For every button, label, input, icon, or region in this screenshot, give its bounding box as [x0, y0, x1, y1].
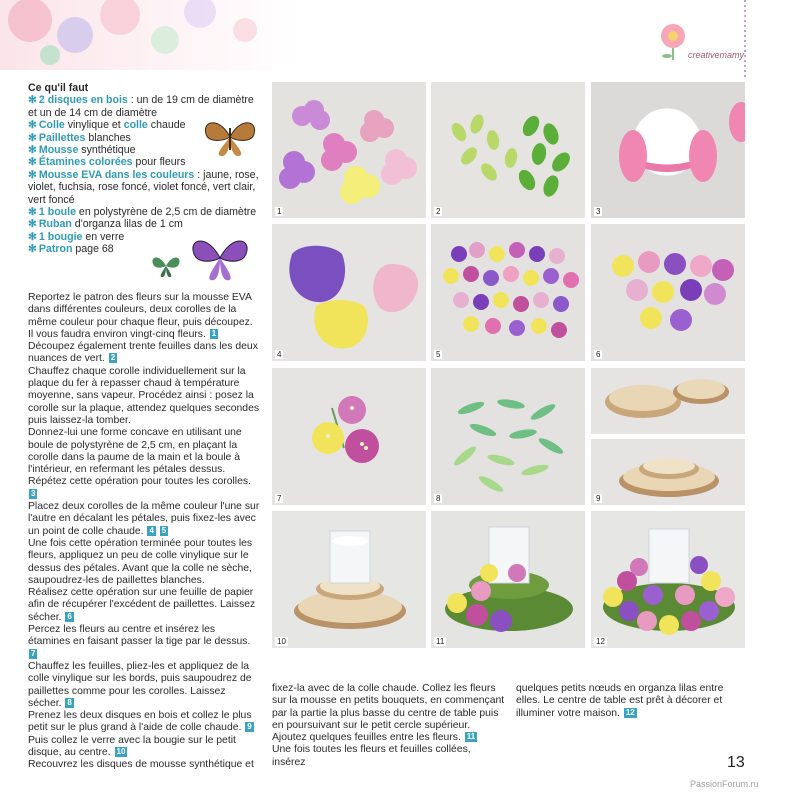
- instruction-paragraph: [28, 759, 260, 771]
- material-name: 2 disques en bois: [38, 94, 128, 107]
- purple-butterfly-icon: [188, 230, 253, 285]
- instructions-column-2: [272, 683, 505, 769]
- instruction-paragraph: [28, 661, 260, 710]
- material-item: [28, 218, 263, 230]
- material-item: [28, 206, 263, 218]
- photo-1: 1: [272, 82, 426, 218]
- photo-3: 3: [591, 82, 745, 218]
- instruction-text: Chauffez les feuilles, pliez-les et appliquez de la colle vinylique sur les bords, puis saupoudrez de paillettes comme pour les corolles. Laissez sécher.: [28, 660, 252, 709]
- step-photo-badge: 6: [67, 611, 72, 621]
- moss-with-flowers-image: [431, 511, 585, 648]
- instruction-text: Placez deux corolles de la même couleur l'une sur l'autre en décalant les pétales, puis fixez-les avec un point de colle chaude.: [28, 501, 260, 537]
- material-detail: chaude: [147, 119, 186, 132]
- material-name: Mousse EVA dans les couleurs: [38, 168, 195, 181]
- bullet-star-icon: ✻: [28, 206, 37, 219]
- instructions-column-3: [516, 683, 746, 720]
- photo-11: 11: [431, 511, 585, 648]
- material-detail: en polystyrène de 2,5 cm de diamètre: [75, 206, 257, 219]
- photo-7: 7: [272, 368, 426, 505]
- photo-5: 5: [431, 224, 585, 361]
- instruction-text: Percez les fleurs au centre et insérez les étamines en faisant passer la tige par le dessus.: [28, 624, 251, 648]
- bullet-star-icon: ✻: [28, 230, 37, 243]
- instruction-paragraph: [28, 341, 260, 366]
- instruction-text: Découpez également trente feuilles dans les deux nuances de vert.: [28, 341, 258, 365]
- instruction-text: Reportez le patron des fleurs sur la mousse EVA dans différentes couleurs, deux corolles de la même couleur pour chaque fleur, puis découpez. Il vous faudra environ vingt-cinq fleurs.: [28, 292, 253, 340]
- instruction-paragraph: [28, 624, 260, 661]
- decorative-dotted-line: [744, 0, 746, 80]
- material-detail: blanches: [85, 131, 131, 144]
- foam-flower-cutouts-image: [272, 82, 426, 218]
- wood-discs-separate-image: [591, 368, 745, 434]
- material-detail: d'organza lilas de 1 cm: [71, 218, 183, 231]
- bullet-star-icon: ✻: [28, 168, 37, 181]
- brown-butterfly-icon: [200, 112, 260, 162]
- photo-9a: [591, 368, 745, 434]
- step-photo-badge: 11: [466, 732, 476, 742]
- material-detail: : jaune, rose, violet, fuchsia, rose foncé, violet foncé, vert clair, vert foncé: [28, 168, 259, 206]
- floral-banner: [0, 0, 300, 70]
- instruction-paragraph: [272, 683, 505, 744]
- material-item: [28, 169, 263, 206]
- material-name: Patron: [38, 243, 73, 256]
- material-name: Étamines colorées: [38, 156, 133, 169]
- instruction-paragraph: [28, 735, 260, 760]
- page-number: 13: [727, 754, 745, 771]
- material-name: Paillettes: [38, 131, 86, 144]
- instruction-paragraph: [28, 366, 260, 427]
- instructions-column-1: [28, 292, 260, 772]
- instruction-text: Puis collez le verre avec la bougie sur le petit disque, au centre.: [28, 734, 236, 758]
- many-colored-corollas-image: [431, 224, 585, 361]
- photo-8: 8: [431, 368, 585, 505]
- material-detail: en verre: [82, 230, 125, 243]
- brand-logo-text: creativemamy: [688, 50, 745, 60]
- shaped-corollas-image: [272, 224, 426, 361]
- instruction-text: fixez-la avec de la colle chaude. Collez les fleurs sur la mousse en petits bouquets, en commençant par la partie la plus basse du centre de table puis en poursuivant sur le petit cercle supérieur. Ajoutez quelques feuilles entre les fleurs.: [272, 683, 505, 744]
- materials-title: Ce qu'il faut: [28, 82, 89, 94]
- bullet-star-icon: ✻: [28, 144, 37, 157]
- bullet-star-icon: ✻: [28, 156, 37, 169]
- material-name: Ruban: [38, 218, 72, 231]
- bullet-star-icon: ✻: [28, 218, 37, 231]
- wood-discs-stacked-image: [591, 439, 745, 505]
- instruction-paragraph: [28, 501, 260, 538]
- step-photo-badge: 8: [67, 697, 72, 707]
- step-photo-badge: 2: [110, 353, 116, 363]
- material-detail: synthétique: [78, 144, 136, 157]
- finished-centerpiece-image: [591, 511, 745, 648]
- green-butterfly-icon: [150, 252, 182, 280]
- photo-10: 10: [272, 511, 426, 648]
- step-photo-badge: 5: [161, 525, 167, 535]
- instruction-paragraph: [516, 683, 746, 720]
- step-photo-badge: 3: [31, 488, 36, 498]
- photo-4: 4: [272, 224, 426, 361]
- instruction-paragraph: [272, 744, 505, 769]
- instruction-paragraph: [28, 538, 260, 587]
- instruction-paragraph: [28, 587, 260, 624]
- instruction-text: Prenez les deux disques en bois et collez le plus petit sur le plus grand à l'aide de colle chaude.: [28, 710, 252, 734]
- instruction-text: Recouvrez les disques de mousse synthétique et: [28, 759, 254, 771]
- material-name: Colle: [38, 119, 65, 132]
- candle-on-discs-image: [272, 511, 426, 648]
- glittered-flowers-image: [591, 224, 745, 361]
- step-photo-badge: 12: [625, 707, 635, 717]
- material-detail: vinylique et: [64, 119, 124, 132]
- bullet-star-icon: ✻: [28, 131, 37, 144]
- instruction-paragraph: [28, 292, 260, 341]
- instruction-paragraph: [28, 710, 260, 735]
- step-photo-badge: 7: [31, 648, 36, 658]
- flowers-with-stamens-image: [272, 368, 426, 505]
- photo-6: 6: [591, 224, 745, 361]
- instruction-text: Réalisez cette opération sur une feuille de papier afin de récupérer l'excédent de paillettes. Laissez sécher.: [28, 587, 256, 623]
- instruction-paragraph: [28, 427, 260, 501]
- material-name: colle: [123, 119, 148, 132]
- watermark: PassionForum.ru: [690, 779, 759, 789]
- step-photo-badge: 9: [247, 722, 252, 732]
- instruction-text: Donnez-lui une forme concave en utilisant une boule de polystyrène de 2,5 cm, en plaçant la corolle dans la paume de la main et la boule à l'intérieur, en refermant les pétales dessus. Répétez cette opération pour toutes les corolles.: [28, 427, 251, 488]
- folded-leaves-image: [431, 368, 585, 505]
- instruction-text: Une fois cette opération terminée pour toutes les fleurs, appliquez un peu de colle vinylique sur le dessus des pétales. Avant que la colle ne sèche, saupoudrez-les de paillettes blanches.: [28, 537, 253, 586]
- material-detail: pour fleurs: [132, 156, 186, 169]
- step-photo-badge: 1: [211, 328, 217, 338]
- bullet-star-icon: ✻: [28, 243, 37, 256]
- corolla-shaping-ball-image: [591, 82, 745, 218]
- instruction-text: Une fois toutes les fleurs et feuilles collées, insérez: [272, 744, 471, 768]
- instruction-text: quelques petits nœuds en organza lilas entre elles. Le centre de table est prêt à décorer et illuminer votre maison.: [516, 683, 724, 719]
- photo-2: 2: [431, 82, 585, 218]
- step-photo-badge: 10: [116, 746, 126, 756]
- material-detail: : un de 19 cm de diamètre et un de 14 cm de diamètre: [28, 94, 254, 119]
- photo-12: 12: [591, 511, 745, 648]
- step-photo-badge: 4: [149, 525, 154, 535]
- material-name: 1 bougie: [38, 230, 83, 243]
- material-detail: page 68: [72, 243, 114, 256]
- bullet-star-icon: ✻: [28, 119, 37, 132]
- instruction-text: Chauffez chaque corolle individuellement sur la plaque du fer à repasser chaud à température moyenne, sans vapeur. Procédez ainsi : posez la corolle sur la plaque, attendez quelques secondes puis laissez-la tomber.: [28, 365, 260, 426]
- photo-9b: 9: [591, 439, 745, 505]
- foam-leaves-image: [431, 82, 585, 218]
- material-name: 1 boule: [38, 206, 76, 219]
- material-name: Mousse: [38, 144, 79, 157]
- bullet-star-icon: ✻: [28, 94, 37, 107]
